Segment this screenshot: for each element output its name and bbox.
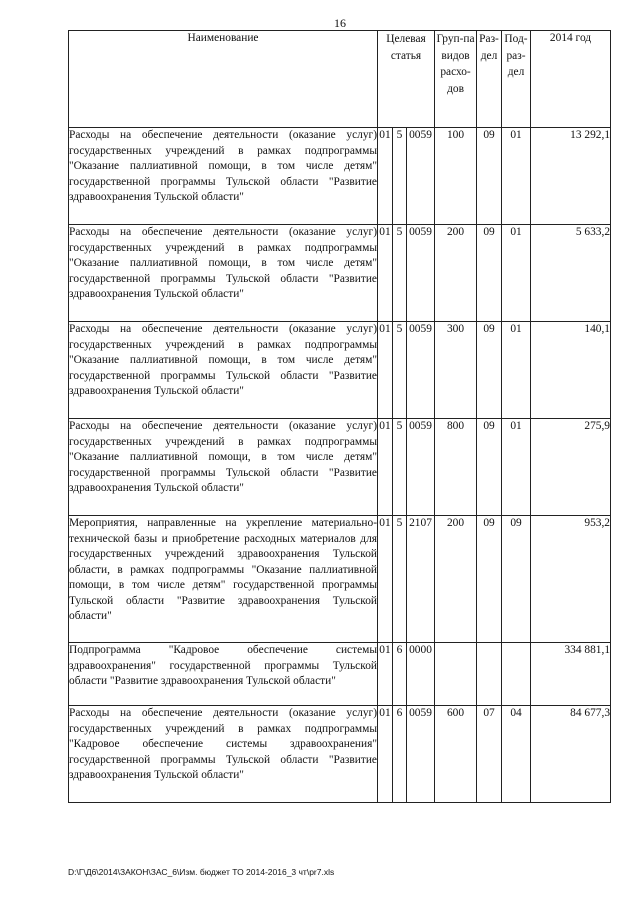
row-name: Расходы на обеспечение деятельности (оказание услуг) государственных учреждений в рамках подпрограммы "Оказание паллиативной помощи, в том числе детям" государственной программы Тульской области "Развитие здравоохранения Тульской области" [69, 225, 378, 322]
expense-group: 200 [435, 225, 477, 322]
target-article-part-1: 01 [378, 322, 393, 419]
section: 09 [477, 516, 502, 643]
row-name: Подпрограмма "Кадровое обеспечение системы здравоохранения" государственной программы Тульской области "Развитие здравоохранения Тульской области" [69, 643, 378, 706]
page-number: 16 [334, 16, 346, 30]
amount-2014: 334 881,1 [531, 643, 611, 706]
expense-group: 100 [435, 128, 477, 225]
row-name: Расходы на обеспечение деятельности (оказание услуг) государственных учреждений в рамках подпрограммы "Оказание паллиативной помощи, в том числе детям" государственной программы Тульской области "Развитие здравоохранения Тульской области" [69, 419, 378, 516]
header-year: 2014 год [531, 31, 611, 128]
row-name: Расходы на обеспечение деятельности (оказание услуг) государственных учреждений в рамках подпрограммы "Оказание паллиативной помощи, в том числе детям" государственной программы Тульской области "Развитие здравоохранения Тульской области" [69, 322, 378, 419]
target-article-part-1: 01 [378, 225, 393, 322]
target-article-part-1: 01 [378, 706, 393, 803]
subsection: 01 [502, 419, 531, 516]
target-article-part-2: 5 [393, 128, 407, 225]
row-name: Расходы на обеспечение деятельности (оказание услуг) государственных учреждений в рамках подпрограммы "Оказание паллиативной помощи, в том числе детям" государственной программы Тульской области "Развитие здравоохранения Тульской области" [69, 128, 378, 225]
target-article-part-1: 01 [378, 643, 393, 706]
amount-2014: 953,2 [531, 516, 611, 643]
subsection [502, 643, 531, 706]
subsection: 01 [502, 225, 531, 322]
section: 09 [477, 225, 502, 322]
header-row [69, 31, 611, 128]
target-article-part-1: 01 [378, 128, 393, 225]
row-name: Мероприятия, направленные на укрепление материально-технической базы и приобретение расходных материалов для государственных учреждений здравоохранения Тульской области, в рамках подпрограммы "Оказание паллиативной помощи, в том числе детям" государственной программы Тульской области "Развитие здравоохранения Тульской области" [69, 516, 378, 643]
target-article-part-3: 0059 [407, 706, 435, 803]
table-row [69, 516, 611, 643]
target-article-part-3: 0059 [407, 225, 435, 322]
amount-2014: 140,1 [531, 322, 611, 419]
subsection: 04 [502, 706, 531, 803]
amount-2014: 84 677,3 [531, 706, 611, 803]
header-subsection: Под-раз-дел [502, 31, 531, 128]
target-article-part-3: 0059 [407, 128, 435, 225]
expense-group [435, 643, 477, 706]
table-row [69, 706, 611, 803]
header-name: Наименование [69, 31, 378, 128]
table-row [69, 322, 611, 419]
target-article-part-3: 2107 [407, 516, 435, 643]
target-article-part-1: 01 [378, 516, 393, 643]
table-row [69, 643, 611, 706]
subsection: 01 [502, 128, 531, 225]
table-row [69, 225, 611, 322]
section [477, 643, 502, 706]
target-article-part-3: 0000 [407, 643, 435, 706]
target-article-part-2: 5 [393, 516, 407, 643]
target-article-part-2: 6 [393, 706, 407, 803]
row-name: Расходы на обеспечение деятельности (оказание услуг) государственных учреждений в рамках подпрограммы "Кадровое обеспечение системы здравоохранения" государственной программы Тульской области "Развитие здравоохранения Тульской области" [69, 706, 378, 803]
amount-2014: 5 633,2 [531, 225, 611, 322]
target-article-part-2: 5 [393, 225, 407, 322]
section: 07 [477, 706, 502, 803]
section: 09 [477, 128, 502, 225]
expense-group: 300 [435, 322, 477, 419]
table-row [69, 128, 611, 225]
expense-group: 600 [435, 706, 477, 803]
subsection: 01 [502, 322, 531, 419]
amount-2014: 275,9 [531, 419, 611, 516]
header-target-article: Целевая статья [378, 31, 435, 128]
target-article-part-1: 01 [378, 419, 393, 516]
section: 09 [477, 322, 502, 419]
table-row [69, 419, 611, 516]
file-path-footer: D:\Г\Д6\2014\ЗАКОН\ЗАС_6\Изм. бюджет ТО 2014-2016_3 чт\pr7.xls [68, 867, 335, 877]
header-expense-group: Груп-па видов расхо-дов [435, 31, 477, 128]
subsection: 09 [502, 516, 531, 643]
section: 09 [477, 419, 502, 516]
target-article-part-2: 5 [393, 419, 407, 516]
target-article-part-2: 6 [393, 643, 407, 706]
target-article-part-3: 0059 [407, 322, 435, 419]
target-article-part-3: 0059 [407, 419, 435, 516]
expense-group: 800 [435, 419, 477, 516]
target-article-part-2: 5 [393, 322, 407, 419]
budget-table [68, 30, 611, 803]
expense-group: 200 [435, 516, 477, 643]
amount-2014: 13 292,1 [531, 128, 611, 225]
header-section: Раз-дел [477, 31, 502, 128]
